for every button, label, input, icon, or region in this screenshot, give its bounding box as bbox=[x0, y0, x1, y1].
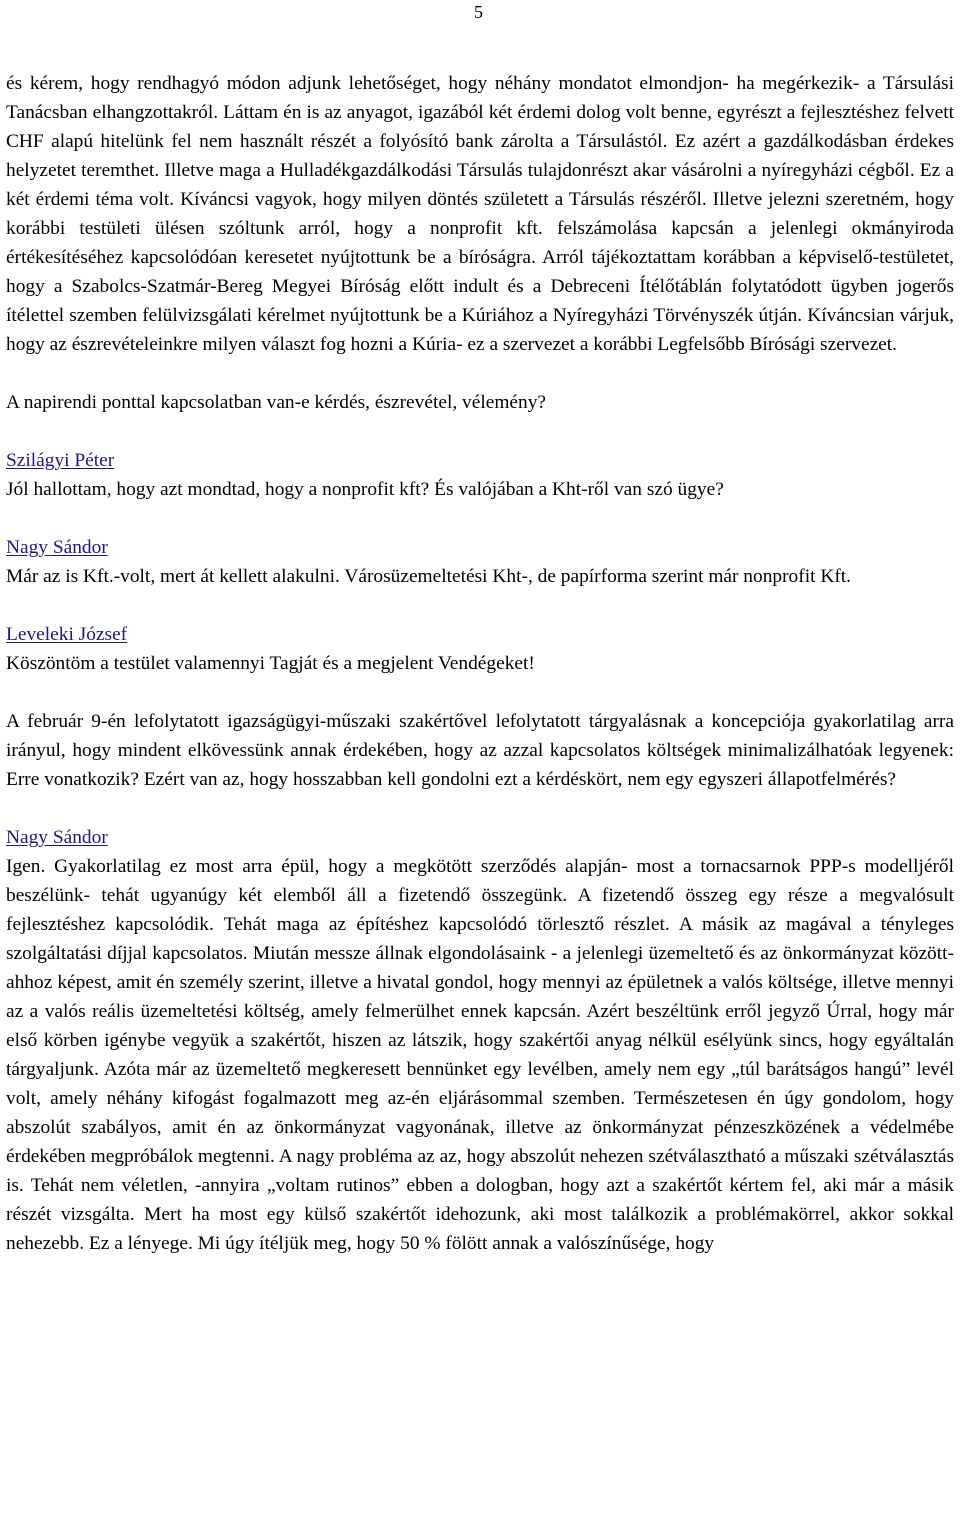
speaker-statement: Jól hallottam, hogy azt mondtad, hogy a nonprofit kft? És valójában a Kht-ről van szó ügye? bbox=[6, 479, 724, 500]
speaker-name: Nagy Sándor bbox=[6, 827, 108, 848]
speaker-statement: Már az is Kft.-volt, mert át kellett alakulni. Városüzemeltetési Kht-, de papírforma szerint már nonprofit Kft. bbox=[6, 566, 852, 587]
speaker-name: Leveleki József bbox=[6, 624, 128, 645]
paragraph-leveleki-continued: A február 9-én lefolytatott igazságügyi-műszaki szakértővel lefolytatott tárgyalásnak a koncepciója gyakorlatilag arra irányul, hogy mindent elkövessünk annak érdekében, hogy az azzal kapcsolatos költségek minimalizálhatóak legyenek: Erre vonatkozik? Ezért van az, hogy hosszabban kell gondolni ezt a kérdéskört, nem egy egyszeri állapotfelmérés? bbox=[6, 711, 954, 790]
speaker-block-szilagyi bbox=[6, 446, 954, 504]
speaker-block-nagy-1 bbox=[6, 533, 954, 591]
paragraph-question: A napirendi ponttal kapcsolatban van-e kérdés, észrevétel, vélemény? bbox=[6, 392, 547, 413]
speaker-statement: Igen. Gyakorlatilag ez most arra épül, hogy a megkötött szerződés alapján- most a tornacsarnok PPP-s modelljéről beszélünk- tehát ugyanúgy két elemből áll a fizetendő összegünk. A fizetendő összeg egy része a megvalósult fejlesztéshez kapcsolódik. Tehát maga az építéshez kapcsolódó törlesztő részlet. A másik az magával a tényleges szolgáltatási díjjal kapcsolatos. Miután messze állnak elgondolásaink - a jelenlegi üzemeltető és az önkormányzat között- ahhoz képest, amit én személy szerint, illetve a hivatal gondol, hogy mennyi az épületnek a valós költsége, illetve mennyi az a valós reális üzemeltetési költség, amely felmerülhet ennek kapcsán. Azért beszéltünk erről jegyző Úrral, hogy már első körben igénybe vegyük a szakértőt, hiszen az látszik, hogy szakértői anyag nélkül esélyünk sincs, hogy egyáltalán tárgyaljunk. Azóta már az üzemeltető megkeresett bennünket egy levélben, amely nem egy „túl barátságos hangú” levél volt, amely néhány kifogást fogalmazott meg az-én eljárásommal szemben. Természetesen én úgy gondolom, hogy abszolút szabályos, amit én az önkormányzat vagyonának, illetve az önkormányzat pénzeszközének a védelmébe érdekében megpróbálok megtenni. A nagy probléma az az, hogy abszolút nehezen szétválasztható a műszaki szétválasztás is. Tehát nem véletlen, -annyira „voltam rutinos” ebben a dologban, hogy azt a szakértőt kértem fel, aki már a másik részét vizsgálta. Mert ha most egy külső szakértőt idehozunk, aki most találkozik a problémakörrel, akkor sokkal nehezebb. Ez a lényege. Mi úgy ítéljük meg, hogy 50 % fölött annak a valószínűsége, hogy bbox=[6, 856, 954, 1254]
document-body bbox=[6, 69, 954, 1258]
paragraph-intro: és kérem, hogy rendhagyó módon adjunk lehetőséget, hogy néhány mondatot elmondjon- ha megérkezik- a Társulási Tanácsban elhangzottakról. Láttam én is az anyagot, igazából két érdemi dolog volt benne, egyrészt a fejlesztéshez felvett CHF alapú hitelünk fel nem használt részét a folyósító bank zárolta a Társulástól. Ez azért a gazdálkodásban érdekes helyzetet teremthet. Illetve maga a Hulladékgazdálkodási Társulás tulajdonrészt akar vásárolni a nyíregyházi cégből. Ez a két érdemi téma volt. Kíváncsi vagyok, hogy milyen döntés született a Társulás részéről. Illetve jelezni szeretném, hogy korábbi testületi ülésen szóltunk arról, hogy a nonprofit kft. felszámolása kapcsán a jelenlegi okmányiroda értékesítéséhez kapcsolódóan keresetet nyújtottunk be a bíróságra. Arról tájékoztattam korábban a képviselő-testületet, hogy a Szabolcs-Szatmár-Bereg Megyei Bíróság előtt indult és a Debreceni Ítélőtáblán folytatódott ügyben jogerős ítélettel szemben felülvizsgálati kérelmet nyújtottunk be a Kúriához a Nyíregyházi Törvényszék útján. Kíváncsian várjuk, hogy az észrevételeinkre milyen választ fog hozni a Kúria- ez a szervezet a korábbi Legfelsőbb Bírósági szervezet. bbox=[6, 73, 954, 355]
speaker-block-nagy-2 bbox=[6, 823, 954, 1258]
speaker-name: Szilágyi Péter bbox=[6, 450, 115, 471]
speaker-statement: Köszöntöm a testület valamennyi Tagját és a megjelent Vendégeket! bbox=[6, 653, 535, 674]
page-number: 5 bbox=[474, 2, 483, 22]
speaker-block-leveleki bbox=[6, 620, 954, 678]
speaker-name: Nagy Sándor bbox=[6, 537, 108, 558]
